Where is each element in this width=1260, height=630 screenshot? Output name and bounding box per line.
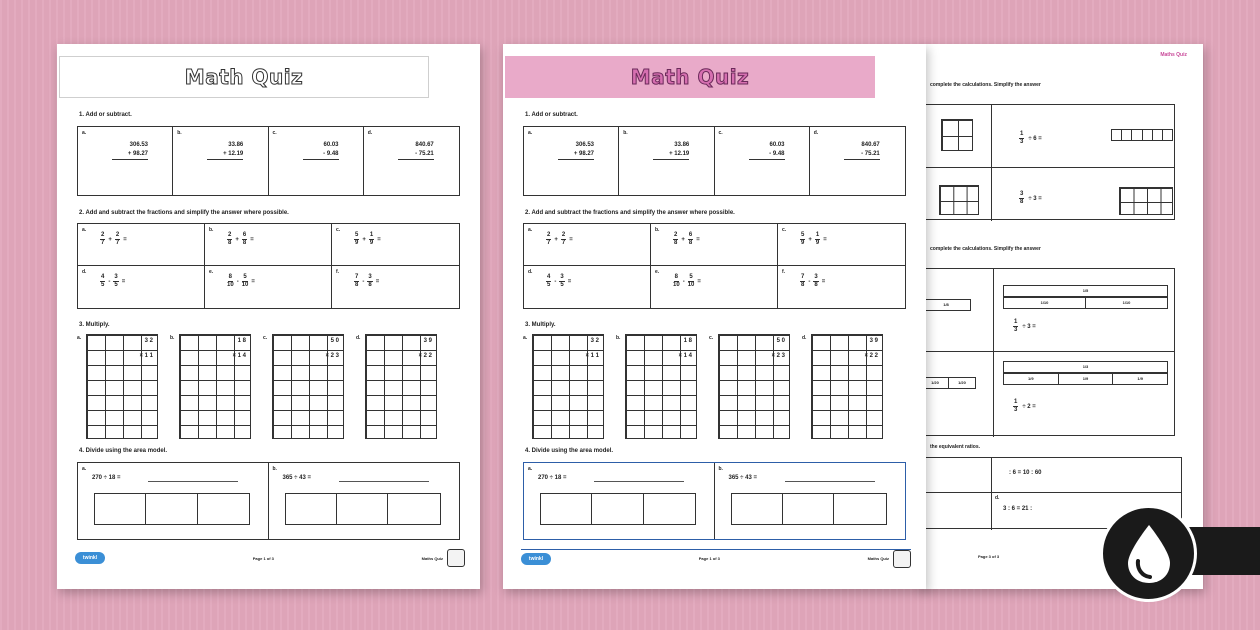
back-eq-4: $\frac{1}{3}$ ÷ 2 = [1014, 399, 1036, 413]
divide-cell-a: a. 270 ÷ 18 = [524, 463, 715, 539]
add-subtract-grid [523, 126, 906, 196]
fraction-cell: f. 7 8 - $\frac{3}{8}$ = [336, 269, 380, 288]
fraction-cell: c. 5 9 + $\frac{1}{9}$ = [332, 224, 459, 266]
section-1-title: 1. Add or subtract. [525, 112, 578, 118]
fraction-cell: e. 8 10 - $\frac{5}{10}$ = [651, 266, 778, 308]
rect-model-icon [939, 185, 979, 215]
divide-cell-b: b. 365 ÷ 43 = [715, 463, 906, 539]
multiplicand: 3 2 [590, 338, 599, 344]
multiplicand: 1 8 [683, 338, 692, 344]
page-number: Page 1 of 3 [698, 556, 720, 561]
problem-cell: b. 33.86 + 12.19 [173, 127, 268, 195]
problem-cell: d. 840.67 - 75.21 [364, 127, 459, 195]
back-table-2 [920, 268, 1175, 436]
fraction-cell: d. 4 5 - $\frac{3}{5}$ = [78, 266, 205, 308]
section-4-title: 4. Divide using the area model. [525, 448, 614, 454]
multiply-label: c. [709, 335, 714, 341]
worksheet-page-1-plain [57, 44, 480, 589]
title-box [505, 56, 875, 98]
multiplicand: 5 0 [776, 338, 785, 344]
page-title: Math Quiz [630, 65, 750, 89]
multiplier: × 2 2 [864, 353, 878, 359]
multiply-grids [523, 334, 906, 442]
multiplicand: 3 9 [423, 338, 432, 344]
multiply-grid [625, 334, 697, 439]
crest-icon [893, 550, 911, 568]
problem-cell: d. 840.67 - 75.21 [810, 127, 905, 195]
multiplier: × 1 1 [139, 353, 153, 359]
problem-cell: b. 33.86 + 12.19 [619, 127, 714, 195]
back-eq-2: $\frac{3}{8}$ ÷ 3 = [1020, 191, 1042, 205]
area-model [731, 493, 887, 525]
ink-drop-icon [1124, 523, 1174, 585]
multiply-grid [532, 334, 604, 439]
multiplier: × 2 2 [418, 353, 432, 359]
section-2-title: 2. Add and subtract the fractions and simplify the answer where possible. [79, 210, 289, 216]
fraction-cell: d. 4 5 - $\frac{3}{5}$ = [524, 266, 651, 308]
area-model [94, 493, 250, 525]
multiply-label: d. [356, 335, 361, 341]
ink-saver-badge[interactable] [1100, 505, 1197, 602]
back-eq-1: $\frac{1}{3}$ ÷ 6 = [1020, 131, 1042, 145]
strip-c: 1/9 1/9 1/9 [1003, 373, 1168, 385]
multiplicand: 5 0 [330, 338, 339, 344]
fraction-cell: b. 2 8 + $\frac{6}{8}$ = [205, 224, 332, 266]
strip-a: 1/8 [921, 299, 971, 311]
back-page-number: Page 3 of 3 [978, 554, 1000, 559]
fraction-cell: e. 8 10 - $\frac{5}{10}$ = [205, 266, 332, 308]
add-subtract-grid [77, 126, 460, 196]
problem-cell: a. 306.53 + 98.27 [78, 127, 173, 195]
twinkl-logo: twinkl [521, 553, 551, 565]
problem-cell: c. 60.03 - 9.48 [715, 127, 810, 195]
strip-b: 1/10 1/10 [1003, 297, 1168, 309]
ratio-1: : 6 = 10 : 60 [1009, 470, 1042, 476]
problem-cell: c. 60.03 - 9.48 [269, 127, 364, 195]
fractions-grid [77, 223, 460, 309]
divide-grid [523, 462, 906, 540]
section-3-title: 3. Multiply. [525, 322, 556, 328]
ink-saver-bar [1186, 527, 1260, 575]
multiplier: × 1 4 [678, 353, 692, 359]
strip-b-top: 1/5 [1003, 285, 1168, 297]
multiply-grid [365, 334, 437, 439]
multiply-label: b. [170, 335, 175, 341]
strip-c-top: 1/3 [1003, 361, 1168, 373]
back-instruction-3: the equivalent ratios. [930, 444, 981, 450]
back-eq-3: $\frac{1}{3}$ ÷ 3 = [1014, 319, 1036, 333]
ratio-2: 3 : 6 = 21 : [1003, 506, 1033, 512]
fraction-cell: f. 7 8 - $\frac{3}{8}$ = [782, 269, 826, 288]
problem-cell: a. 306.53 + 98.27 [524, 127, 619, 195]
fraction-cell: b. 2 8 + $\frac{6}{8}$ = [651, 224, 778, 266]
fraction-cell: a. 2 7 + $\frac{2}{7}$ = [78, 224, 205, 266]
section-3-title: 3. Multiply. [79, 322, 110, 328]
section-1-title: 1. Add or subtract. [79, 112, 132, 118]
multiply-grid [272, 334, 344, 439]
fraction-cell: a. 2 7 + $\frac{2}{7}$ = [524, 224, 651, 266]
multiplier: × 2 3 [771, 353, 785, 359]
section-4-title: 4. Divide using the area model. [79, 448, 168, 454]
section-2-title: 2. Add and subtract the fractions and simplify the answer where possible. [525, 210, 735, 216]
ratio-label-d: d. [995, 495, 1000, 501]
multiply-label: a. [77, 335, 82, 341]
multiply-label: c. [263, 335, 268, 341]
back-instruction-1: complete the calculations. Simplify the answer [930, 82, 1041, 88]
fraction-cell: c. 5 9 + $\frac{1}{9}$ = [778, 224, 905, 266]
square-model-icon [941, 119, 973, 151]
fractions-grid [523, 223, 906, 309]
multiply-label: a. [523, 335, 528, 341]
multiply-grid [179, 334, 251, 439]
multiply-grids [77, 334, 460, 442]
multiplier: × 1 4 [232, 353, 246, 359]
page-footer [75, 549, 465, 567]
multiply-label: d. [802, 335, 807, 341]
back-brand: Maths Quiz [1160, 52, 1187, 58]
page-number: Page 1 of 3 [252, 555, 274, 561]
crest-icon [447, 549, 465, 567]
page-footer [521, 549, 911, 567]
page-title: Math Quiz [184, 65, 304, 89]
multiply-grid [718, 334, 790, 439]
area-model [540, 493, 696, 525]
multiplicand: 3 2 [144, 338, 153, 344]
multiply-label: b. [616, 335, 621, 341]
twinkl-logo: twinkl [75, 552, 105, 564]
multiplier: × 2 3 [325, 353, 339, 359]
rect-model-2-icon [1119, 187, 1173, 215]
back-table-1 [920, 104, 1175, 220]
multiplicand: 1 8 [237, 338, 246, 344]
title-box [59, 56, 429, 98]
divide-cell-a: a. 270 ÷ 18 = [78, 463, 269, 539]
multiply-grid [811, 334, 883, 439]
multiplier: × 1 1 [585, 353, 599, 359]
divide-grid [77, 462, 460, 540]
worksheet-page-1-colour [503, 44, 926, 589]
back-instruction-2: complete the calculations. Simplify the answer [930, 246, 1041, 252]
footer-brand: Maths Quiz [867, 556, 889, 561]
area-model [285, 493, 441, 525]
divide-cell-b: b. 365 ÷ 43 = [269, 463, 460, 539]
strip-d: 1/20 1/20 [921, 377, 976, 389]
bar-model-1 [1111, 129, 1173, 141]
multiply-grid [86, 334, 158, 439]
footer-brand: Maths Quiz [421, 555, 443, 561]
multiplicand: 3 9 [869, 338, 878, 344]
